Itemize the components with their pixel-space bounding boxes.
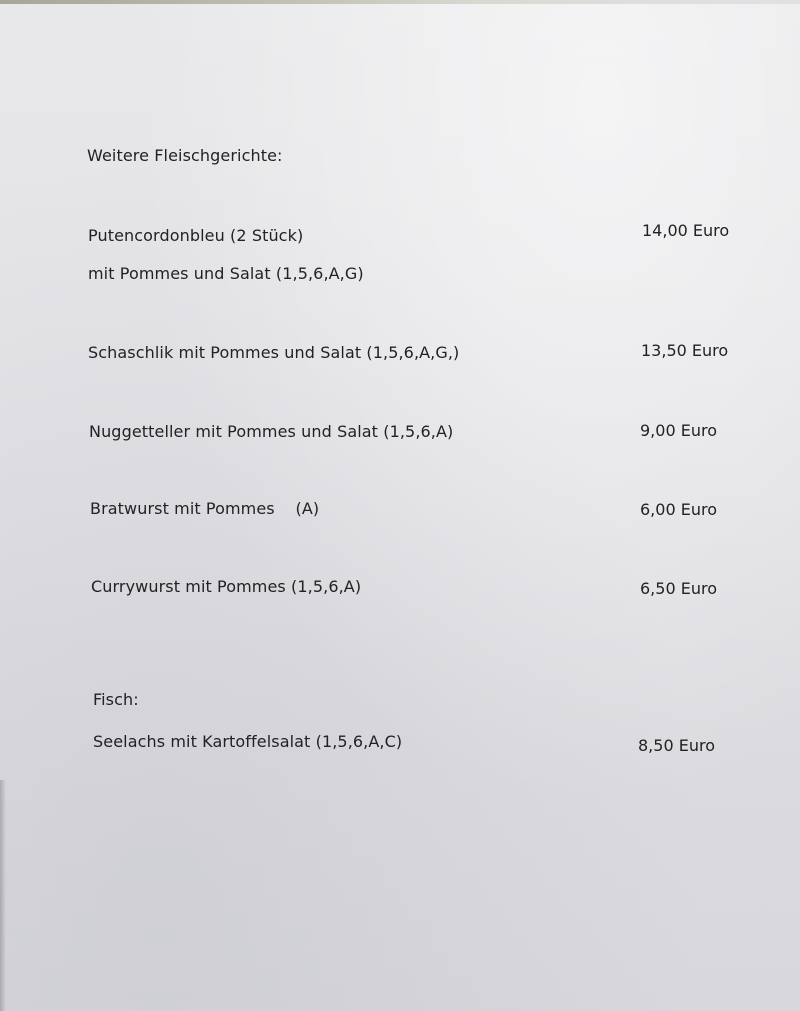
menu-item-description: mit Pommes und Salat (1,5,6,A,G): [88, 264, 364, 283]
fish-section-heading: Fisch:: [93, 690, 139, 709]
menu-item-name: Putencordonbleu (2 Stück): [88, 226, 304, 245]
menu-item-name: Seelachs mit Kartoffelsalat (1,5,6,A,C): [93, 732, 403, 751]
menu-item-name: Bratwurst mit Pommes (A): [90, 499, 320, 518]
menu-item-price: 9,00 Euro: [640, 421, 717, 440]
menu-item-name: Nuggetteller mit Pommes und Salat (1,5,6,A): [89, 422, 454, 441]
page-left-shadow: [0, 780, 6, 1011]
menu-item-name: Schaschlik mit Pommes und Salat (1,5,6,A,G,): [88, 343, 460, 362]
menu-item-price: 6,00 Euro: [640, 500, 717, 519]
page-top-edge: [0, 0, 800, 4]
menu-item-price: 14,00 Euro: [642, 221, 730, 240]
menu-item-price: 6,50 Euro: [640, 579, 717, 598]
menu-item-price: 13,50 Euro: [641, 341, 729, 360]
menu-item-price: 8,50 Euro: [638, 736, 715, 755]
meat-section-heading: Weitere Fleischgerichte:: [87, 146, 283, 165]
menu-item-name: Currywurst mit Pommes (1,5,6,A): [91, 577, 362, 596]
